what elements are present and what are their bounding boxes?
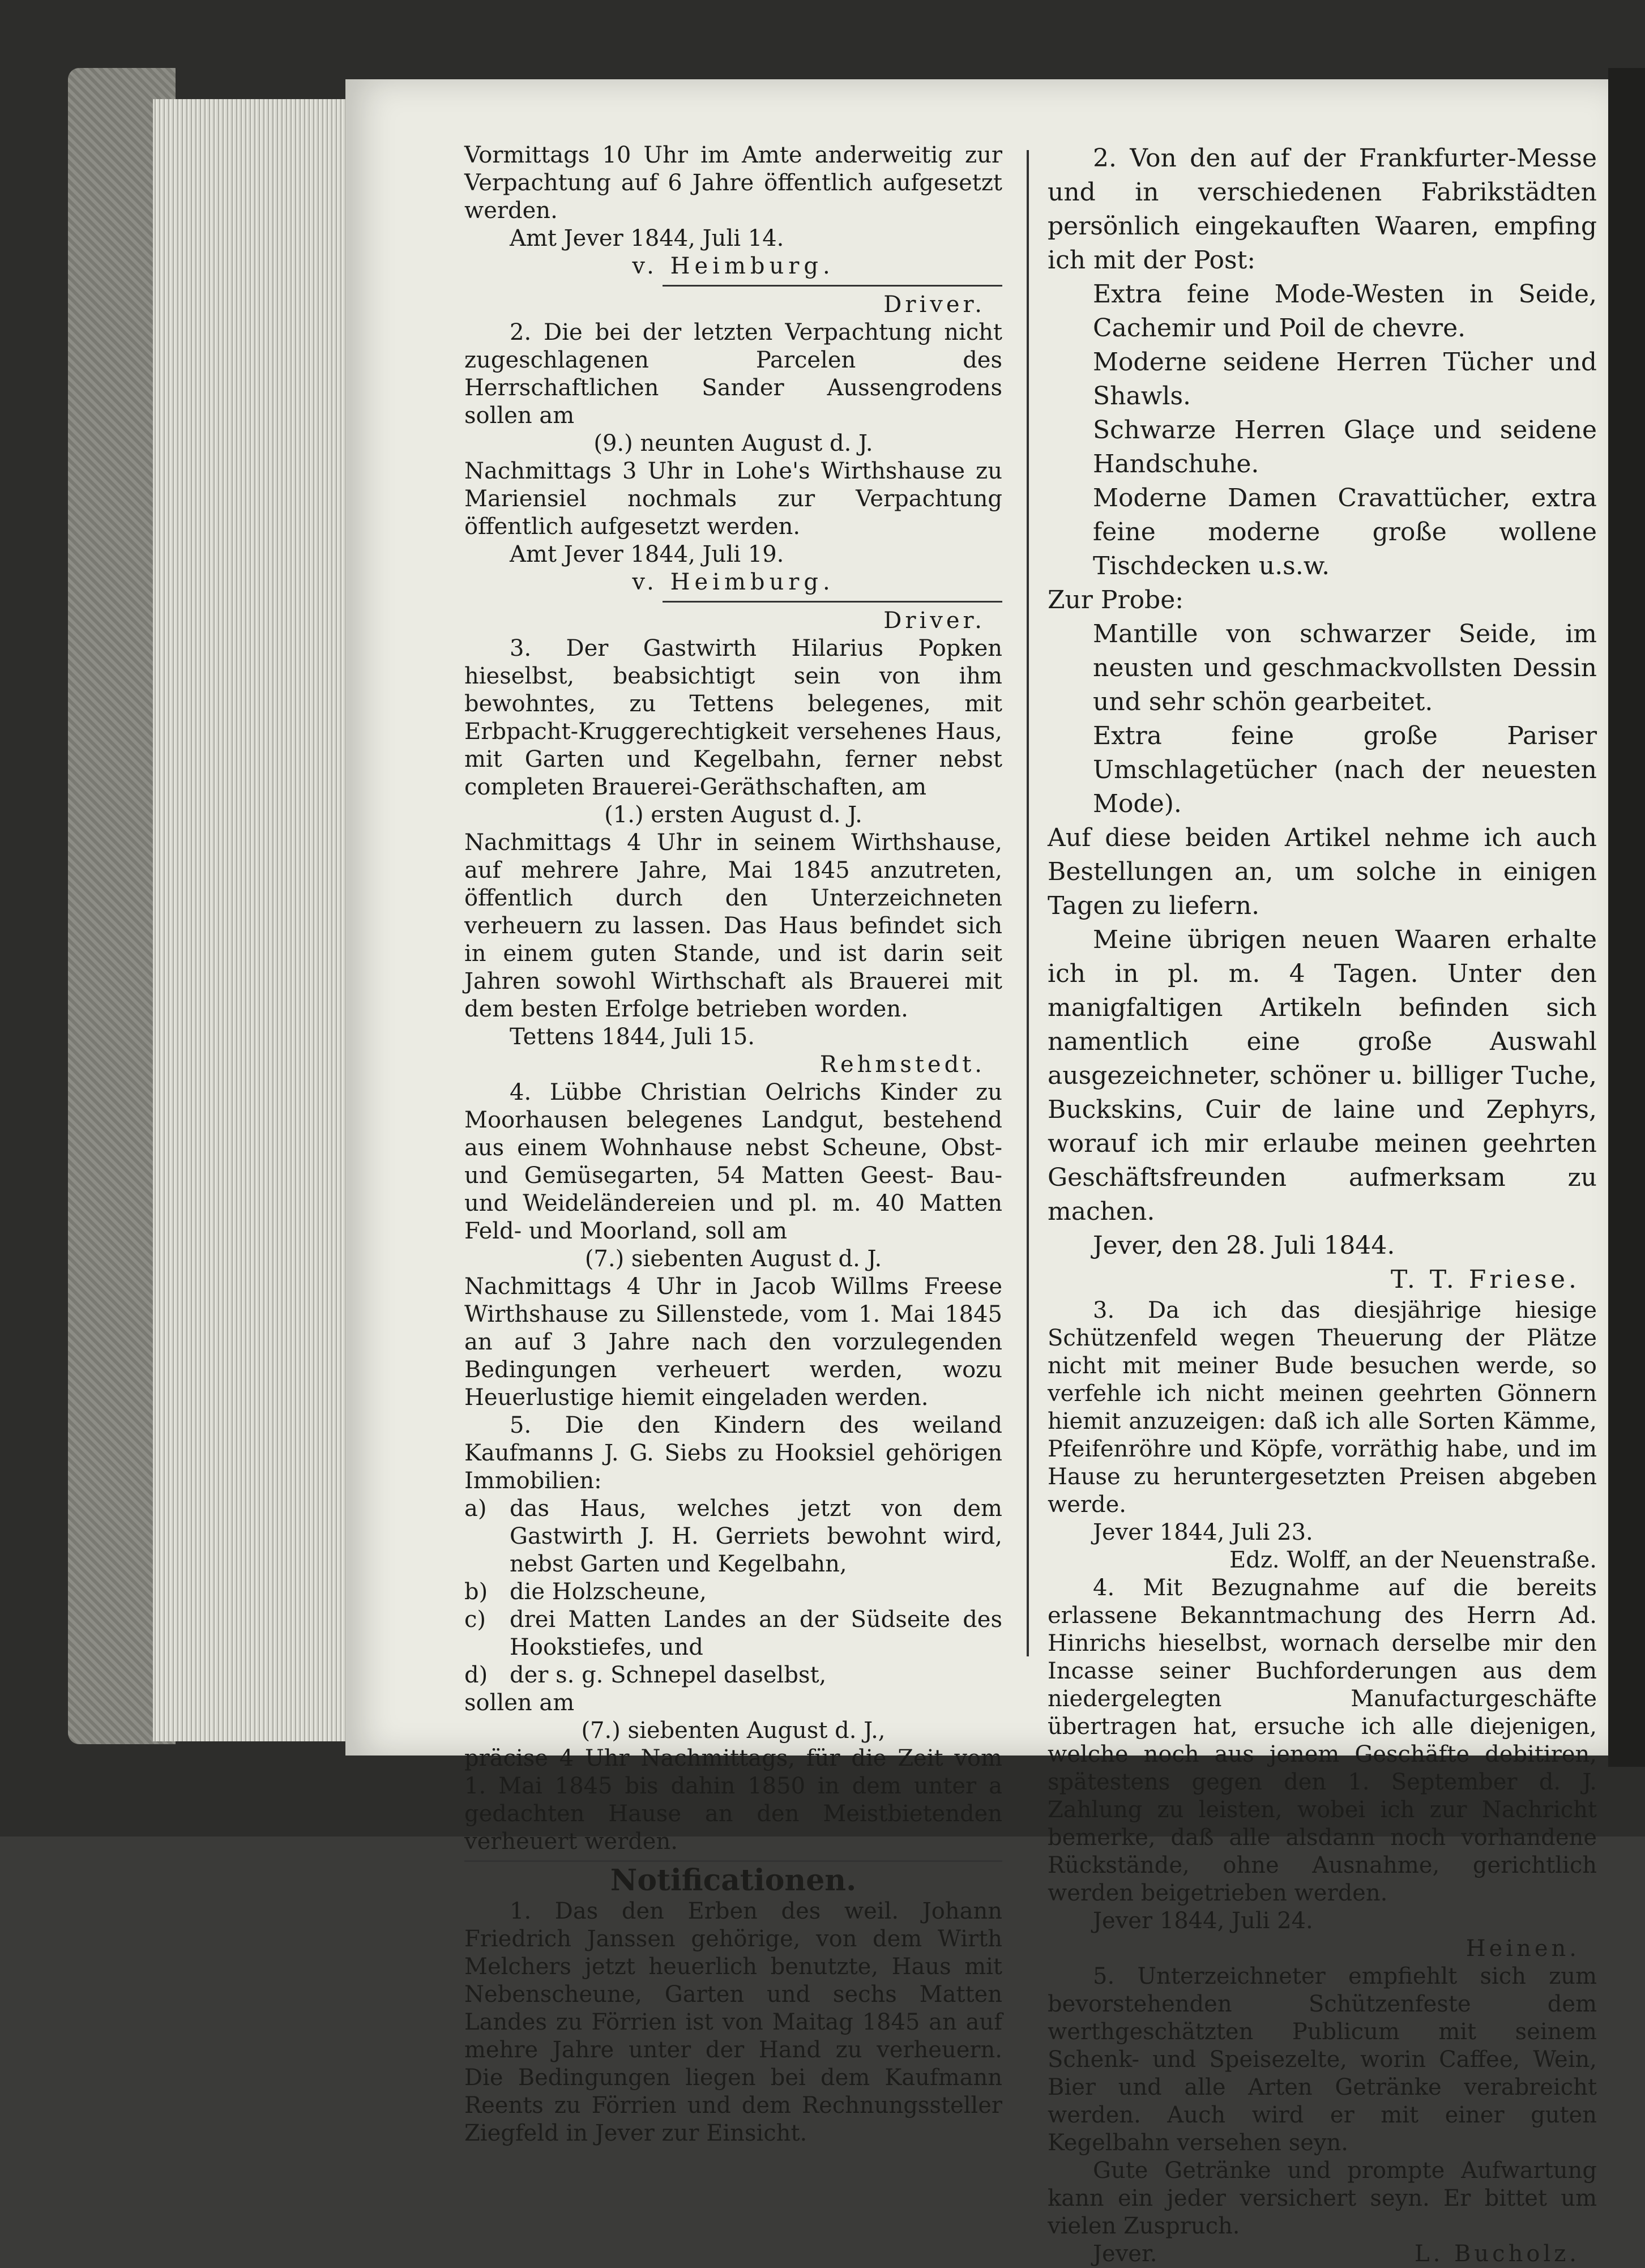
list-item: [464, 1606, 1002, 1662]
notice-r4: 4. Mit Bezugnahme auf die bereits erlassene Bekanntmachung des Herrn Ad. Hinrichs hieselbst, wornach derselbe mir den Incasse seiner Buchforderungen aus dem niedergelegten Manufacturgeschäfte übertragen hat, ersuche ich alle diejenigen, welche noch aus jenem Geschäfte debitiren, spätestens gegen den 1. September d. J. Zahlung zu leisten, wobei ich zur Nachricht bemerke, daß alle alsdann noch vorhandene Rückstände, ohne Ausnahme, gerichtlich werden beigetrieben werden.: [1048, 1575, 1597, 1906]
notification-1: 1. Das den Erben des weil. Johann Friedrich Janssen gehörige, von dem Wirth Melchers jetzt heuerlich benutzte, Haus mit Nebenscheune, Garten und sechs Matten Landes zu Förrien ist von Maitag 1845 an auf mehre Jahre unter der Hand zu verheuern. Die Bedingungen liegen bei dem Kaufmann Reents zu Förrien und dem Rechnungssteller Ziegfeld in Jever zur Einsicht.: [464, 1898, 1002, 2146]
column-divider: [1027, 150, 1029, 1656]
list-item-text: drei Matten Landes an der Südseite des Hookstiefes, und: [510, 1607, 1002, 1660]
advert-line: Schwarze Herren Glaçe und seidene Handschuhe.: [1093, 416, 1597, 479]
advert-order-note: Auf diese beiden Artikel nehme ich auch Bestellungen an, um solche in einigen Tagen zu liefern.: [1048, 823, 1597, 920]
book-cover-right: [1608, 68, 1645, 1767]
list-item-text: die Holzscheune,: [510, 1579, 707, 1605]
notice-r3: 3. Da ich das diesjährige hiesige Schützenfeld wegen Theuerung der Plätze nicht mit meiner Bude besuchen werde, so verfehle ich nicht meinen geehrten Gönnern hiemit anzuzeigen: daß ich alle Sorten Kämme, Pfeifenröhre und Köpfe, vorräthig habe, und im Hause zu heruntergesetzten Preisen abgeben werde.: [1048, 1297, 1597, 1518]
notice-5: 5. Die den Kindern des weiland Kaufmanns J. G. Siebs zu Hooksiel gehörigen Immobilien:: [464, 1412, 1002, 1494]
notice-3-signer: Rehmstedt.: [819, 1052, 985, 1078]
notice-5-date: (7.) siebenten August d. J.,: [581, 1718, 886, 1744]
advert-signer: T. T. Friese.: [1391, 1265, 1580, 1294]
notice-3-body: Nachmittags 4 Uhr in seinem Wirthshause, auf mehrere Jahre, Mai 1845 anzutreten, öffentlich durch den Unterzeichneten verheuern zu lassen. Das Haus befindet sich in einem guten Stande, und ist darin seit Jahren sowohl Wirthschaft als Brauerei mit dem besten Erfolge betrieben worden.: [464, 830, 1002, 1022]
notice-2-signer: Driver.: [883, 608, 985, 634]
notice-r4-place: Jever 1844, Juli 24.: [1093, 1908, 1313, 1934]
notice-4: 4. Lübbe Christian Oelrichs Kinder zu Moorhausen belegenes Landgut, bestehend aus einem Wohnhause nebst Scheune, Obst- und Gemüsegarten, 54 Matten Geest- Bau- und Weideländereien und pl. m. 40 Matten Feld- und Moorland, soll am: [464, 1079, 1002, 1244]
list-item-text: der s. g. Schnepel daselbst,: [510, 1662, 827, 1688]
notice-2-place: Amt Jever 1844, Juli 19.: [510, 541, 784, 567]
advert-line: Extra feine Mode-Westen in Seide, Cachemir und Poil de chevre.: [1093, 280, 1597, 343]
advert-place: Jever, den 28. Juli 1844.: [1093, 1231, 1395, 1260]
advert-line: Moderne seidene Herren Tücher und Shawls.: [1093, 348, 1597, 411]
list-item: [464, 1578, 1002, 1606]
rule: [663, 601, 1002, 603]
notice-r5-footer: [1048, 2240, 1597, 2268]
section-title: Notificationen.: [610, 1863, 857, 1898]
notice-2-body: Nachmittags 3 Uhr in Lohe's Wirthshause zu Mariensiel nochmals zur Verpachtung öffentlich aufgesetzt werden.: [464, 458, 1002, 540]
rule: [663, 285, 1002, 287]
notice-2: 2. Die bei der letzten Verpachtung nicht zugeschlagenen Parcelen des Herrschaftlichen Sander Aussengrodens sollen am: [464, 319, 1002, 429]
notice-3-place: Tettens 1844, Juli 15.: [510, 1024, 755, 1050]
list-item-text: das Haus, welches jetzt von dem Gastwirth J. H. Gerriets bewohnt wird, nebst Garten und Kegelbahn,: [510, 1496, 1002, 1577]
advert-line: Extra feine große Pariser Umschlagetücher (nach der neuesten Mode).: [1093, 721, 1597, 818]
notice-r5-extra: Gute Getränke und prompte Aufwartung kann ein jeder versichert seyn. Er bittet um vielen Zuspruch.: [1048, 2158, 1597, 2239]
list-item: [464, 1495, 1002, 1578]
advert-probe: Zur Probe:: [1048, 586, 1184, 614]
notice-r5-signer: L. Bucholz.: [1415, 2241, 1580, 2267]
advert-friese: [1048, 142, 1597, 1297]
notice-r4-signer: Heinen.: [1465, 1936, 1580, 1962]
rule: [464, 1860, 1002, 1862]
advert-intro: 2. Von den auf der Frankfurter-Messe und in verschiedenen Fabrikstädten persönlich eingekauften Waaren, empfing ich mit der Post:: [1048, 144, 1597, 275]
advert-goods: Meine übrigen neuen Waaren erhalte ich in pl. m. 4 Tagen. Unter den manigfaltigen Artikeln befinden sich namentlich eine große Auswahl ausgezeichneter, schöner u. billiger Tuche, Buckskins, Cuir de laine und Zephyrs, worauf ich mir erlaube meinen geehrten Geschäftsfreunden aufmerksam zu machen.: [1048, 925, 1597, 1226]
notice-1-place: Amt Jever 1844, Juli 14.: [510, 225, 784, 251]
notice-3-date: (1.) ersten August d. J.: [604, 802, 862, 828]
notice-r5-place: Jever.: [1093, 2241, 1157, 2267]
notice-r3-signer: Edz. Wolff, an der Neuenstraße.: [1229, 1547, 1597, 1573]
list-item-label: c): [464, 1607, 486, 1633]
list-item-label: a): [464, 1496, 487, 1522]
notice-1-signature: v. Heimburg.: [632, 253, 835, 279]
notice-5-end: sollen am: [464, 1690, 575, 1716]
advert-line: Mantille von schwarzer Seide, im neusten und geschmackvollsten Dessin und sehr schön gearbeitet.: [1093, 620, 1597, 716]
list-item-label: b): [464, 1579, 488, 1605]
notice-r5: 5. Unterzeichneter empfiehlt sich zum bevorstehenden Schützenfeste dem werthgeschätzten Publicum mit seinem Schenk- und Speisezelte, worin Caffee, Wein, Bier und alle Arten Getränke verabreicht werden. Auch wird er mit einer guten Kegelbahn versehen seyn.: [1048, 1963, 1597, 2156]
list-item-label: d): [464, 1662, 488, 1688]
notice-2-date: (9.) neunten August d. J.: [593, 430, 873, 456]
notice-5-body: präcise 4 Uhr Nachmittags, für die Zeit vom 1. Mai 1845 bis dahin 1850 in dem unter a gedachten Hause an den Meistbietenden verheuert werden.: [464, 1745, 1002, 1855]
notice-4-date: (7.) siebenten August d. J.: [584, 1246, 882, 1272]
notice-4-body: Nachmittags 4 Uhr in Jacob Willms Freese Wirthshause zu Sillenstede, vom 1. Mai 1845 an auf 3 Jahre nach den vorzulegenden Bedingungen verheuert werden, wozu Heuerlustige hiemit eingeladen werden.: [464, 1274, 1002, 1411]
book-page-edges: [153, 99, 352, 1741]
left-column: [464, 142, 1002, 2147]
advert-line: Moderne Damen Cravattücher, extra feine moderne große wollene Tischdecken u.s.w.: [1093, 484, 1597, 580]
notice-r3-place: Jever 1844, Juli 23.: [1093, 1519, 1313, 1545]
notice-1-tail: Vormittags 10 Uhr im Amte anderweitig zur Verpachtung auf 6 Jahre öffentlich aufgesetzt werden.: [464, 142, 1002, 224]
notice-2-signature: v. Heimburg.: [632, 569, 835, 595]
right-column: [1048, 142, 1597, 2268]
notice-1-signer: Driver.: [883, 292, 985, 318]
list-item: [464, 1662, 1002, 1689]
notice-3: 3. Der Gastwirth Hilarius Popken hieselbst, beabsichtigt sein von ihm bewohntes, zu Tettens belegenes, mit Erbpacht-Kruggerechtigkeit versehenes Haus, mit Garten und Kegelbahn, ferner nebst completen Brauerei-Geräthschaften, am: [464, 635, 1002, 800]
